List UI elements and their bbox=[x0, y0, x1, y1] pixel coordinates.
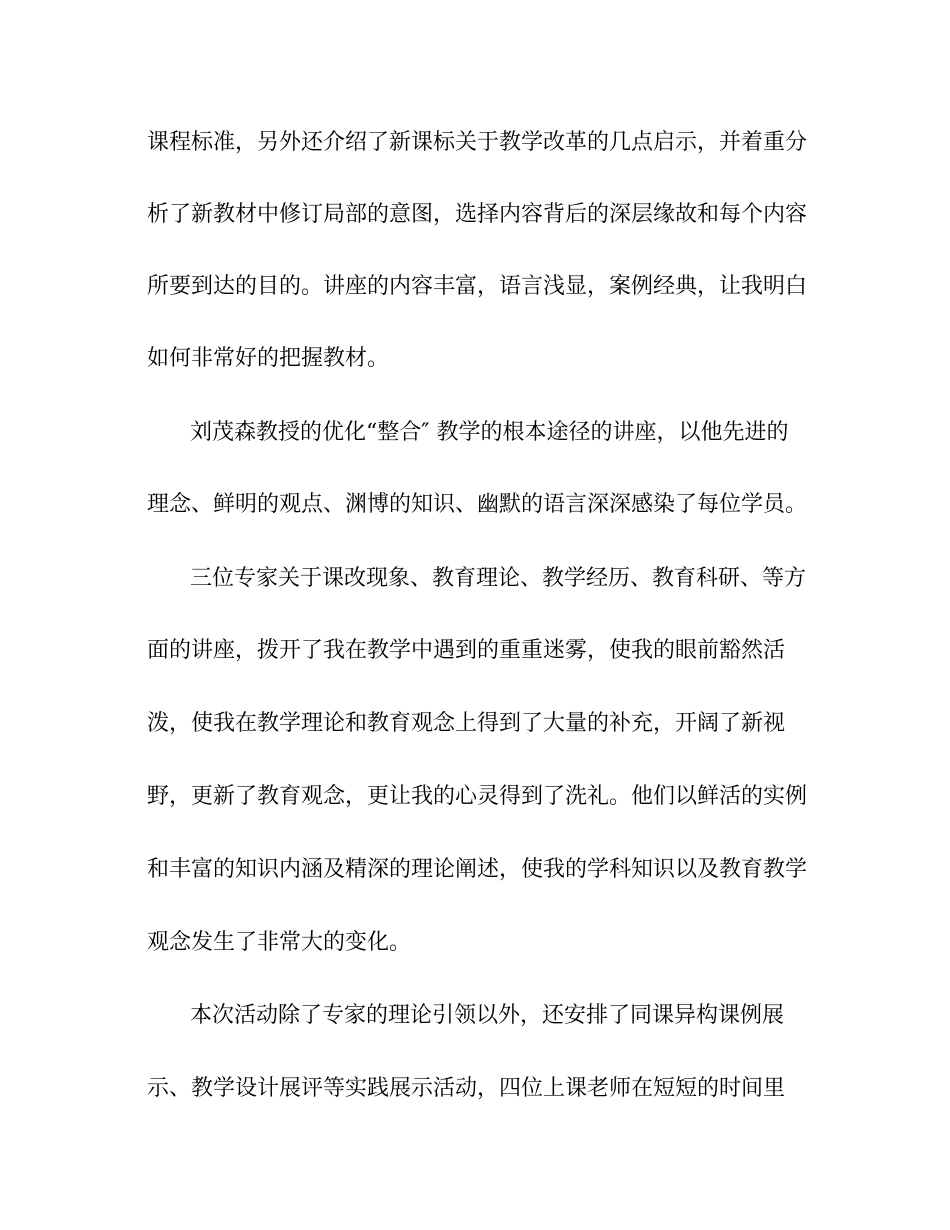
text-line: 理念、鲜明的观点、渊博的知识、幽默的语言深深感染了每位学员。 bbox=[147, 492, 808, 517]
paragraph-first-line: 三位专家关于课改现象、教育理论、教学经历、教育科研、等方 bbox=[190, 566, 807, 591]
paragraph-first-line: 刘茂森教授的优化“整合″ 教学的根本途径的讲座，以他先进的 bbox=[190, 420, 789, 445]
text-line: 和丰富的知识内涵及精深的理论阐述，使我的学科知识以及教育教学 bbox=[147, 857, 808, 882]
text-line: 泼，使我在教学理论和教育观念上得到了大量的补充，开阔了新视 bbox=[147, 711, 786, 736]
text-line: 析了新教材中修订局部的意图，选择内容背后的深层缘故和每个内容 bbox=[147, 202, 808, 227]
text-line: 示、教学设计展评等实践展示活动，四位上课老师在短短的时间里 bbox=[147, 1076, 786, 1101]
paragraph-first-line: 本次活动除了专家的理论引领以外，还安排了同课异构课例展 bbox=[190, 1003, 785, 1028]
text-line: 如何非常好的把握教材。 bbox=[147, 346, 390, 371]
text-line: 所要到达的目的。讲座的内容丰富，语言浅显，案例经典，让我明白 bbox=[147, 274, 808, 299]
text-line: 面的讲座，拨开了我在教学中遇到的重重迷雾，使我的眼前豁然活 bbox=[147, 638, 786, 663]
text-line: 观念发生了非常大的变化。 bbox=[147, 930, 412, 955]
text-line: 野，更新了教育观念，更让我的心灵得到了洗礼。他们以鲜活的实例 bbox=[147, 784, 808, 809]
text-line: 课程标准，另外还介绍了新课标关于教学改革的几点启示，并着重分 bbox=[147, 130, 808, 155]
